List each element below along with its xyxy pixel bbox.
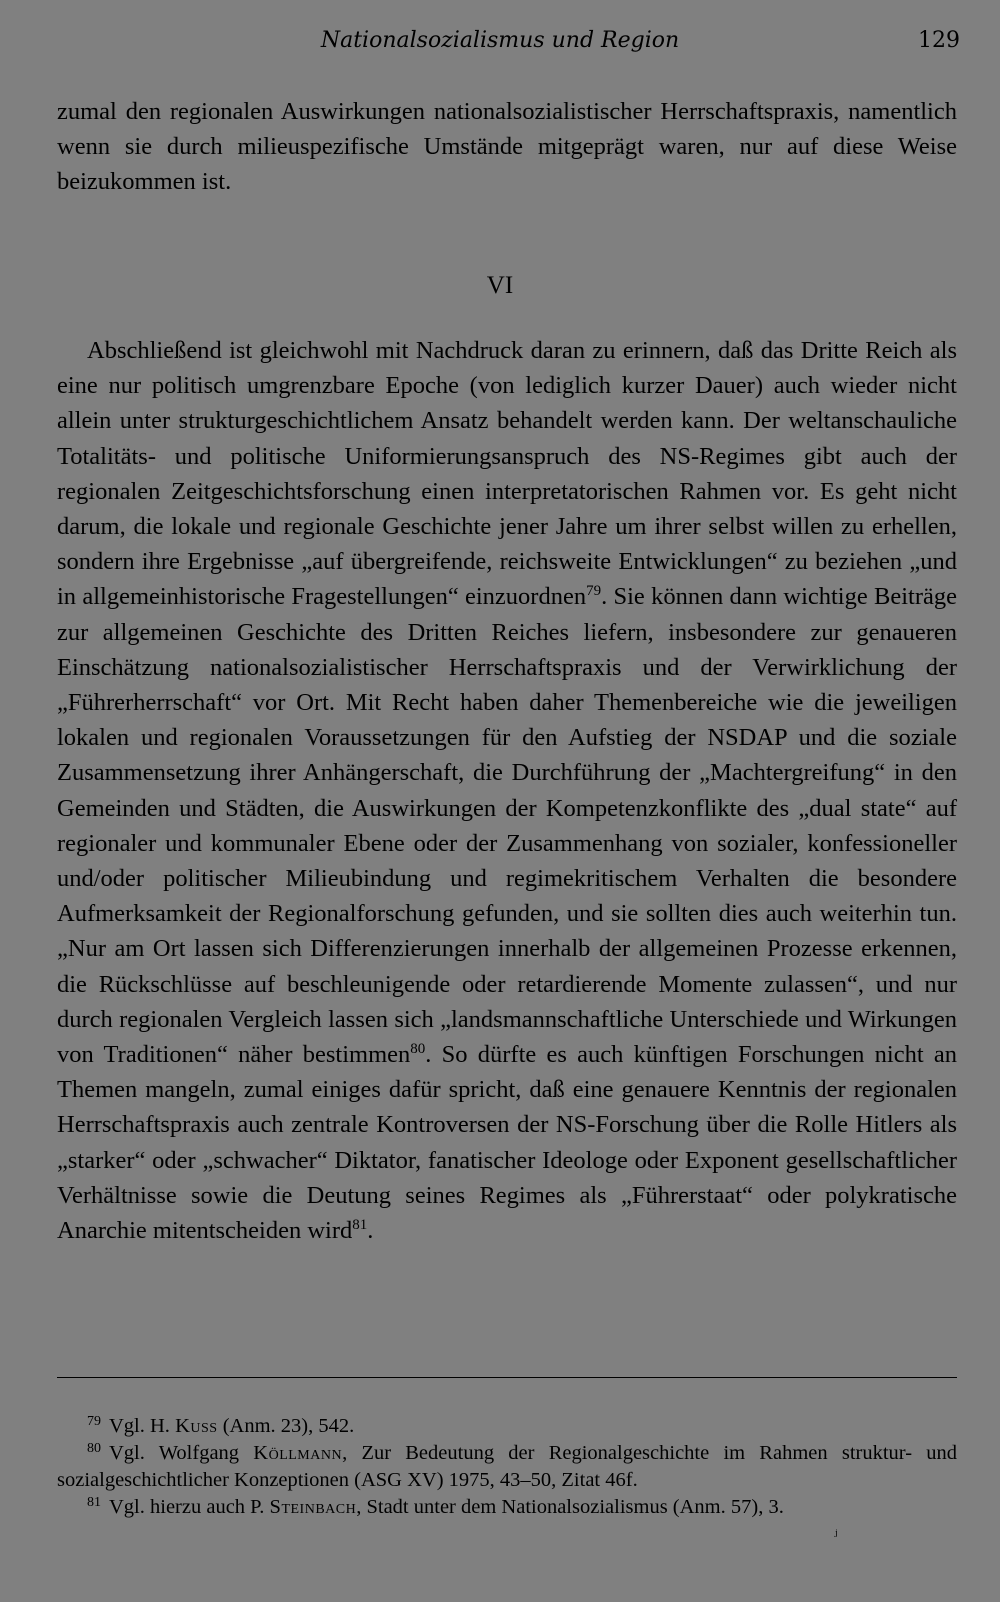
footnote-author: Köllmann (253, 1442, 343, 1464)
paragraph-continuation (57, 94, 957, 200)
footnote-author: Steinbach (269, 1496, 357, 1518)
footnote-81 (57, 1494, 957, 1521)
scan-speck: ʲ (834, 1528, 838, 1544)
footnote-number: 81 (87, 1495, 101, 1510)
footnote-ref-79: 79 (586, 583, 602, 600)
paragraph-text-part-1: Abschließend ist gleichwohl mit Nachdruck daran zu erinnern, daß das Dritte Reich als eine nur politisch umgrenzbare Epoche (von lediglich kurzer Dauer) auch wieder nicht allein unter strukturgeschichtlichem Ansatz behandelt werden kann. Der weltanschauliche Totalitäts- und politische Uniformierungsanspruch des NS-Regimes gibt auch der regionalen Zeitgeschichtsforschung einen interpretatorischen Rahmen vor. Es geht nicht darum, die lokale und regionale Geschichte jener Jahre um ihrer selbst willen zu erhellen, sondern ihre Ergebnisse „auf übergreifende, reichsweite Entwicklungen“ zu beziehen „und in allgemeinhistorische Fragestellungen“ einzuordnen (57, 337, 957, 611)
running-title: Nationalsozialismus und Region (320, 28, 680, 53)
footnote-rule (57, 1377, 957, 1378)
footnote-text: , Stadt unter dem Nationalsozialismus (Anm. 57), 3. (356, 1496, 784, 1518)
footnote-text: , Zur Bedeutung der Regionalgeschichte im Rahmen struktur- und sozialgeschichtlicher Konzeptionen (ASG XV) 1975, 43–50, Zitat 46f. (57, 1442, 957, 1491)
footnote-text: Vgl. Wolfgang (109, 1442, 254, 1464)
paragraph-main (57, 333, 957, 1248)
footnote-author: Kuss (175, 1415, 218, 1437)
paragraph-text: zumal den regionalen Auswirkungen nationalsozialistischer Herrschaftspraxis, namentlich wenn sie durch milieuspezifische Umstände mitgeprägt waren, nur auf diese Weise beizukommen ist. (57, 98, 957, 196)
footnote-number: 79 (87, 1414, 101, 1429)
footnote-text: Vgl. H. (109, 1415, 176, 1437)
paragraph-text-part-3: . So dürfte es auch künftigen Forschungen nicht an Themen mangeln, zumal einiges dafür spricht, daß eine genauere Kenntnis der regionalen Herrschaftspraxis auch zentrale Kontroversen der NS-Forschung über die Rolle Hitlers als „starker“ oder „schwacher“ Diktator, fanatischer Ideologe oder Exponent gesellschaftlicher Verhältnisse sowie die Deutung seines Regimes als „Führerstaat“ oder polykratische Anarchie mitentscheiden wird (57, 1041, 957, 1245)
footnotes (57, 1413, 957, 1521)
footnote-ref-80: 80 (410, 1041, 426, 1058)
paragraph-text-part-4: . (367, 1217, 374, 1245)
paragraph-text-part-2: . Sie können dann wichtige Beiträge zur allgemeinen Geschichte des Dritten Reiches liefern, insbesondere zur genaueren Einschätzung nationalsozialistischer Herrschaftspraxis und der Verwirklichung der „Führerherrschaft“ vor Ort. Mit Recht haben daher Themenbereiche wie die jeweiligen lokalen und regionalen Voraussetzungen für den Aufstieg der NSDAP und die soziale Zusammensetzung ihrer Anhängerschaft, die Durchführung der „Machtergreifung“ in den Gemeinden und Städten, die Auswirkungen der Kompetenzkonflikte des „dual state“ auf regionaler und kommunaler Ebene oder der Zusammenhang von sozialer, konfessioneller und/oder politischer Milieubindung und regimekritischem Verhalten die besondere Aufmerksamkeit der Regionalforschung gefunden, und sie sollten dies auch weiterhin tun. „Nur am Ort lassen sich Differenzierungen innerhalb der allgemeinen Prozesse erkennen, die Rückschlüsse auf beschleunigende oder retardierende Momente zulassen“, und nur durch regionalen Vergleich lassen sich „landsmannschaftliche Unterschiede und Wirkungen von Traditionen“ näher bestimmen (57, 583, 957, 1069)
footnote-number: 80 (87, 1441, 101, 1456)
section-heading: VI (486, 272, 514, 299)
footnote-80 (57, 1440, 957, 1494)
footnote-79 (57, 1413, 957, 1440)
footnote-ref-81: 81 (352, 1217, 368, 1234)
page-number: 129 (918, 28, 960, 53)
footnote-text: (Anm. 23), 542. (217, 1415, 355, 1437)
running-head (0, 28, 1000, 62)
footnote-text: Vgl. hierzu auch P. (109, 1496, 270, 1518)
